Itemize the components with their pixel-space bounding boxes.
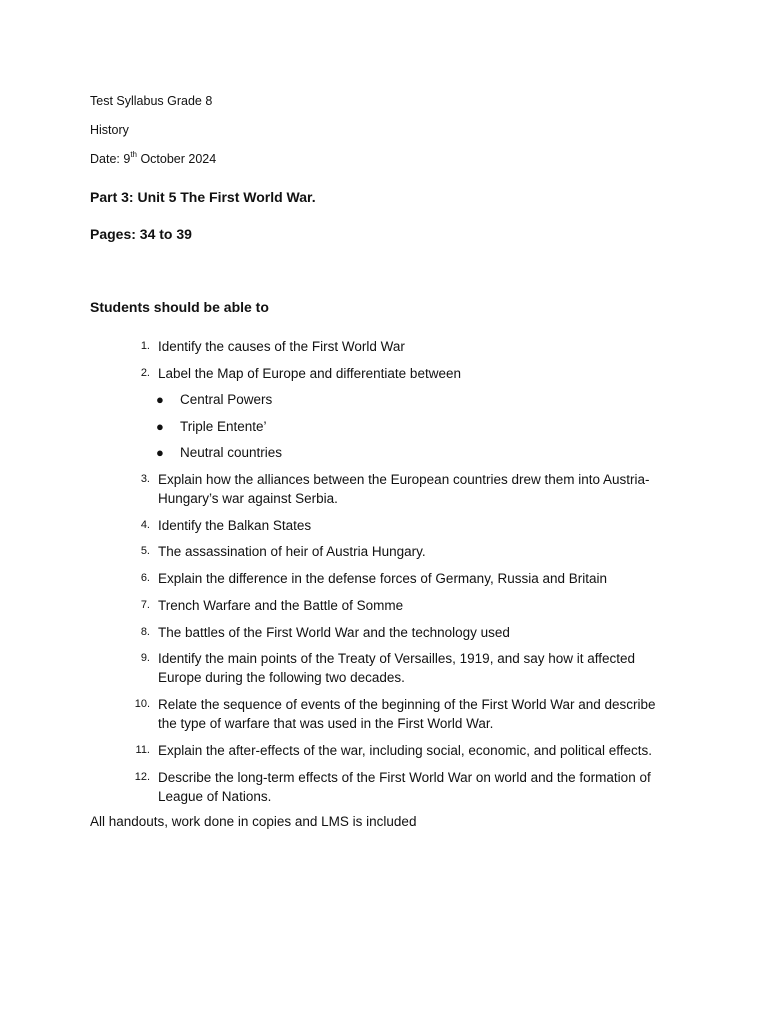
part-heading: Part 3: Unit 5 The First World War. xyxy=(90,189,316,205)
list-text: Explain the difference in the defense forces of Germany, Russia and Britain xyxy=(158,571,608,586)
list-text: Trench Warfare and the Battle of Somme xyxy=(158,598,404,613)
list-number: 11. xyxy=(135,744,150,756)
list-text: Describe the long-term effects of the First World War on world and the formation of League of Nations. xyxy=(158,770,651,804)
list-number: 9. xyxy=(140,652,150,664)
list-number: 6. xyxy=(140,572,150,584)
list-number: 10. xyxy=(134,698,150,710)
bullet-dot: ● xyxy=(156,445,164,460)
list-text: Relate the sequence of events of the beginning of the First World War and describe the type of warfare that was used in the First World War. xyxy=(158,697,656,731)
list-number: 3. xyxy=(140,473,150,485)
document-title: Test Syllabus Grade 8 xyxy=(90,94,213,108)
bullet-dot: ● xyxy=(156,419,164,434)
sub-bullet-text: Triple Entente’ xyxy=(180,419,267,434)
date-suffix: October 2024 xyxy=(136,152,217,166)
list-text: Identify the Balkan States xyxy=(158,518,312,533)
list-number: 5. xyxy=(140,545,150,557)
subject-label: History xyxy=(90,123,129,137)
pages-heading: Pages: 34 to 39 xyxy=(90,226,192,242)
objectives-heading: Students should be able to xyxy=(90,299,269,315)
list-number: 8. xyxy=(140,626,150,638)
list-text: Identify the causes of the First World War xyxy=(158,339,405,354)
date-superscript: th xyxy=(130,149,137,159)
sub-bullet-text: Neutral countries xyxy=(180,445,283,460)
list-text: Identify the main points of the Treaty of Versailles, 1919, and say how it affected Europe during the following two decades. xyxy=(158,651,636,685)
date-line xyxy=(90,149,217,166)
footer-note: All handouts, work done in copies and LMS is included xyxy=(90,814,417,829)
list-number: 4. xyxy=(140,519,150,531)
list-text: The battles of the First World War and the technology used xyxy=(158,625,510,640)
list-number: 7. xyxy=(140,599,150,611)
sub-bullet-text: Central Powers xyxy=(180,392,273,407)
list-text: Explain the after-effects of the war, including social, economic, and political effects. xyxy=(158,743,653,758)
bullet-dot: ● xyxy=(156,392,164,407)
list-number: 12. xyxy=(134,771,150,783)
list-text: The assassination of heir of Austria Hungary. xyxy=(158,544,426,559)
list-text: Explain how the alliances between the European countries drew them into Austria-Hungary’s war against Serbia. xyxy=(158,472,650,506)
list-text: Label the Map of Europe and differentiate between xyxy=(158,366,461,381)
date-prefix: Date: 9 xyxy=(90,152,131,166)
list-number: 1. xyxy=(140,340,150,352)
list-number: 2. xyxy=(140,367,150,379)
